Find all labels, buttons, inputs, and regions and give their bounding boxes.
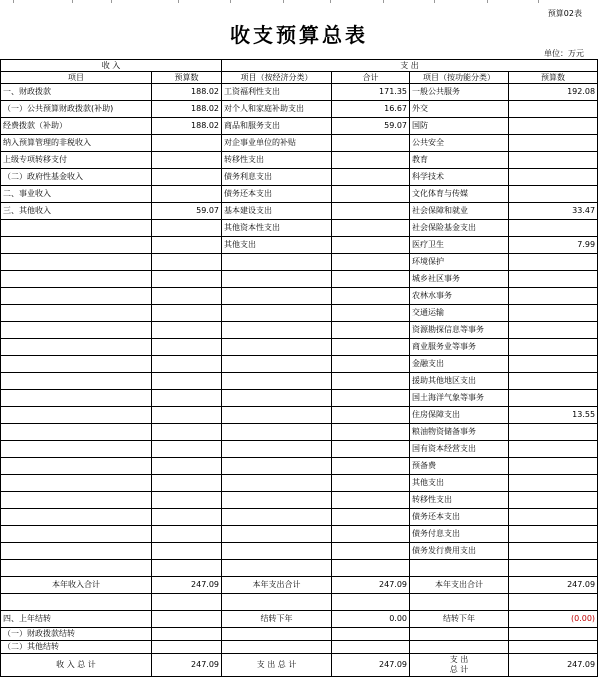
func-item: 金融支出 [410, 356, 509, 373]
income-item: （二）政府性基金收入 [1, 169, 152, 186]
econ-item [222, 339, 332, 356]
table-row [1, 441, 598, 458]
func-item: 住房保障支出 [410, 407, 509, 424]
grand-total-row [1, 654, 598, 677]
econ-amount [332, 186, 410, 203]
econ-item: 基本建设支出 [222, 203, 332, 220]
econ-amount [332, 526, 410, 543]
func-item: 农林水事务 [410, 288, 509, 305]
econ-item [222, 509, 332, 526]
table-row [1, 135, 598, 152]
econ-item: 商品和服务支出 [222, 118, 332, 135]
func-item: 文化体育与传媒 [410, 186, 509, 203]
table-row [1, 560, 598, 577]
table-row [1, 492, 598, 509]
func-item: 商业服务业等事务 [410, 339, 509, 356]
func-amount [509, 509, 598, 526]
table-row [1, 271, 598, 288]
func-grand-label-line2: 总 计 [449, 665, 469, 674]
econ-item: 工资福利性支出 [222, 84, 332, 101]
econ-amount [332, 254, 410, 271]
income-amount [152, 271, 222, 288]
table-row [1, 322, 598, 339]
func-amount: 7.99 [509, 237, 598, 254]
income-amount: 59.07 [152, 203, 222, 220]
func-amount: 33.47 [509, 203, 598, 220]
income-item [1, 543, 152, 560]
col-func-amount: 预算数 [509, 72, 598, 84]
func-item: 一般公共服务 [410, 84, 509, 101]
income-total: 247.09 [152, 577, 222, 594]
econ-item: 其他支出 [222, 237, 332, 254]
income-amount [152, 458, 222, 475]
func-total: 247.09 [509, 577, 598, 594]
table-row [1, 509, 598, 526]
income-item [1, 305, 152, 322]
func-amount [509, 475, 598, 492]
func-amount [509, 458, 598, 475]
econ-amount: 171.35 [332, 84, 410, 101]
econ-amount [332, 441, 410, 458]
income-item [1, 271, 152, 288]
table-row [1, 203, 598, 220]
econ-amount [332, 475, 410, 492]
func-amount: 192.08 [509, 84, 598, 101]
income-amount [152, 186, 222, 203]
income-amount [152, 441, 222, 458]
income-grand-label: 收 入 总 计 [1, 654, 152, 677]
econ-amount [332, 288, 410, 305]
income-item [1, 458, 152, 475]
econ-item [222, 526, 332, 543]
econ-amount [332, 220, 410, 237]
func-amount [509, 492, 598, 509]
income-item [1, 441, 152, 458]
econ-item [222, 356, 332, 373]
func-item: 社会保障和就业 [410, 203, 509, 220]
income-amount [152, 339, 222, 356]
func-amount [509, 441, 598, 458]
econ-item [222, 492, 332, 509]
func-carry-value: (0.00) [509, 611, 598, 628]
income-amount [152, 254, 222, 271]
econ-item [222, 441, 332, 458]
func-item: 债务付息支出 [410, 526, 509, 543]
econ-item [222, 390, 332, 407]
income-amount: 188.02 [152, 84, 222, 101]
income-item [1, 390, 152, 407]
carry-row [1, 611, 598, 628]
income-item [1, 288, 152, 305]
econ-item [222, 560, 332, 577]
func-item: 环境保护 [410, 254, 509, 271]
econ-amount [332, 152, 410, 169]
econ-item [222, 322, 332, 339]
table-body [1, 84, 598, 577]
econ-amount [332, 356, 410, 373]
income-item [1, 322, 152, 339]
other-carry-label: （二）其他结转 [1, 641, 152, 654]
func-item: 预备费 [410, 458, 509, 475]
totals-row [1, 577, 598, 594]
econ-amount [332, 322, 410, 339]
top-grid-edge [0, 0, 598, 3]
income-amount [152, 560, 222, 577]
income-item [1, 475, 152, 492]
func-amount [509, 169, 598, 186]
func-amount [509, 271, 598, 288]
econ-amount [332, 339, 410, 356]
func-grand-label-line1: 支 出 [449, 655, 469, 664]
func-amount [509, 322, 598, 339]
table-row [1, 424, 598, 441]
table-row [1, 356, 598, 373]
income-item [1, 560, 152, 577]
econ-item: 债务还本支出 [222, 186, 332, 203]
func-item: 科学技术 [410, 169, 509, 186]
func-item: 国土海洋气象等事务 [410, 390, 509, 407]
func-item: 社会保险基金支出 [410, 220, 509, 237]
econ-item [222, 254, 332, 271]
econ-item [222, 305, 332, 322]
table-row [1, 458, 598, 475]
econ-item [222, 543, 332, 560]
func-amount [509, 254, 598, 271]
income-amount [152, 390, 222, 407]
econ-carry-value: 0.00 [332, 611, 410, 628]
econ-amount [332, 543, 410, 560]
income-amount [152, 169, 222, 186]
income-amount [152, 135, 222, 152]
other-carry-row [1, 641, 598, 654]
income-group-header: 收 入 [1, 60, 222, 72]
econ-item [222, 373, 332, 390]
income-amount [152, 152, 222, 169]
income-item [1, 220, 152, 237]
econ-item [222, 288, 332, 305]
econ-grand-total: 247.09 [332, 654, 410, 677]
table-row [1, 220, 598, 237]
func-amount [509, 220, 598, 237]
fiscal-carry-row [1, 628, 598, 641]
income-amount: 188.02 [152, 101, 222, 118]
econ-item: 转移性支出 [222, 152, 332, 169]
econ-item [222, 458, 332, 475]
table-row [1, 339, 598, 356]
income-item [1, 373, 152, 390]
prior-carry-label: 四、上年结转 [1, 611, 152, 628]
econ-item [222, 475, 332, 492]
econ-amount [332, 407, 410, 424]
col-func-item: 项目（按功能分类） [410, 72, 509, 84]
income-amount [152, 526, 222, 543]
income-item: 三、其他收入 [1, 203, 152, 220]
func-amount [509, 339, 598, 356]
func-item: 债务发行费用支出 [410, 543, 509, 560]
func-item: 医疗卫生 [410, 237, 509, 254]
income-amount [152, 543, 222, 560]
func-item: 粮油物资储备事务 [410, 424, 509, 441]
table-row [1, 186, 598, 203]
func-amount [509, 390, 598, 407]
income-amount [152, 237, 222, 254]
func-amount [509, 373, 598, 390]
table-row [1, 152, 598, 169]
econ-amount [332, 135, 410, 152]
income-amount [152, 424, 222, 441]
income-item: 经费拨款（补助） [1, 118, 152, 135]
econ-grand-label: 支 出 总 计 [222, 654, 332, 677]
income-amount [152, 475, 222, 492]
income-amount [152, 407, 222, 424]
func-amount [509, 186, 598, 203]
table-row [1, 390, 598, 407]
income-amount [152, 220, 222, 237]
func-item: 资源勘探信息等事务 [410, 322, 509, 339]
income-item: 纳入预算管理的非税收入 [1, 135, 152, 152]
spacer-row [1, 594, 598, 611]
budget-table [0, 59, 598, 677]
econ-item: 债务利息支出 [222, 169, 332, 186]
func-item [410, 560, 509, 577]
econ-amount [332, 458, 410, 475]
table-row [1, 543, 598, 560]
func-amount: 13.55 [509, 407, 598, 424]
unit-label: 单位：万元 [544, 49, 584, 58]
econ-amount [332, 492, 410, 509]
col-econ-total: 合计 [332, 72, 410, 84]
income-item: （一）公共预算财政拨款(补助) [1, 101, 152, 118]
func-amount [509, 305, 598, 322]
func-item: 债务还本支出 [410, 509, 509, 526]
table-row [1, 305, 598, 322]
income-item: 上级专项转移支付 [1, 152, 152, 169]
income-total-label: 本年收入合计 [1, 577, 152, 594]
econ-amount [332, 390, 410, 407]
page-title: 收支预算总表 [230, 23, 368, 47]
econ-total: 247.09 [332, 577, 410, 594]
func-item: 外交 [410, 101, 509, 118]
econ-item: 对企事业单位的补贴 [222, 135, 332, 152]
column-header-row [1, 72, 598, 84]
func-carry-label: 结转下年 [410, 611, 509, 628]
income-item [1, 492, 152, 509]
func-amount [509, 288, 598, 305]
table-row [1, 118, 598, 135]
econ-item [222, 424, 332, 441]
income-item [1, 424, 152, 441]
econ-item: 对个人和家庭补助支出 [222, 101, 332, 118]
econ-item [222, 271, 332, 288]
income-item [1, 356, 152, 373]
func-amount [509, 101, 598, 118]
econ-item: 其他资本性支出 [222, 220, 332, 237]
econ-amount [332, 169, 410, 186]
func-item: 其他支出 [410, 475, 509, 492]
econ-item [222, 407, 332, 424]
table-row [1, 288, 598, 305]
table-row [1, 475, 598, 492]
group-header-row [1, 60, 598, 72]
func-amount [509, 152, 598, 169]
func-amount [509, 543, 598, 560]
econ-amount [332, 560, 410, 577]
econ-amount: 59.07 [332, 118, 410, 135]
table-row [1, 84, 598, 101]
income-amount: 188.02 [152, 118, 222, 135]
func-item: 教育 [410, 152, 509, 169]
func-amount [509, 356, 598, 373]
func-item: 城乡社区事务 [410, 271, 509, 288]
table-row [1, 101, 598, 118]
income-amount [152, 356, 222, 373]
table-row [1, 254, 598, 271]
col-income-item: 项目 [1, 72, 152, 84]
func-grand-total: 247.09 [509, 654, 598, 677]
econ-amount [332, 237, 410, 254]
econ-amount: 16.67 [332, 101, 410, 118]
income-amount [152, 373, 222, 390]
table-row [1, 169, 598, 186]
func-amount [509, 560, 598, 577]
income-amount [152, 288, 222, 305]
func-amount [509, 526, 598, 543]
table-row [1, 373, 598, 390]
income-item [1, 509, 152, 526]
func-total-label: 本年支出合计 [410, 577, 509, 594]
income-item [1, 526, 152, 543]
income-grand-total: 247.09 [152, 654, 222, 677]
form-number: 预算02表 [547, 9, 582, 18]
func-item: 国有资本经营支出 [410, 441, 509, 458]
income-item [1, 237, 152, 254]
econ-total-label: 本年支出合计 [222, 577, 332, 594]
func-item: 国防 [410, 118, 509, 135]
table-row [1, 407, 598, 424]
func-grand-label [410, 654, 509, 677]
func-item: 公共安全 [410, 135, 509, 152]
econ-amount [332, 305, 410, 322]
income-item [1, 339, 152, 356]
income-item: 二、事业收入 [1, 186, 152, 203]
econ-amount [332, 203, 410, 220]
func-amount [509, 135, 598, 152]
fiscal-carry-label: （一）财政拨款结转 [1, 628, 152, 641]
econ-amount [332, 509, 410, 526]
income-amount [152, 305, 222, 322]
income-amount [152, 509, 222, 526]
col-income-amount: 预算数 [152, 72, 222, 84]
income-item: 一、财政拨款 [1, 84, 152, 101]
table-row [1, 526, 598, 543]
econ-amount [332, 373, 410, 390]
econ-amount [332, 271, 410, 288]
func-item: 交通运输 [410, 305, 509, 322]
expense-group-header: 支 出 [222, 60, 598, 72]
func-item: 转移性支出 [410, 492, 509, 509]
income-amount [152, 322, 222, 339]
func-item: 援助其他地区支出 [410, 373, 509, 390]
func-amount [509, 424, 598, 441]
income-amount [152, 492, 222, 509]
table-row [1, 237, 598, 254]
income-item [1, 407, 152, 424]
income-item [1, 254, 152, 271]
econ-carry-label: 结转下年 [222, 611, 332, 628]
econ-amount [332, 424, 410, 441]
func-amount [509, 118, 598, 135]
col-econ-item: 项目（按经济分类） [222, 72, 332, 84]
